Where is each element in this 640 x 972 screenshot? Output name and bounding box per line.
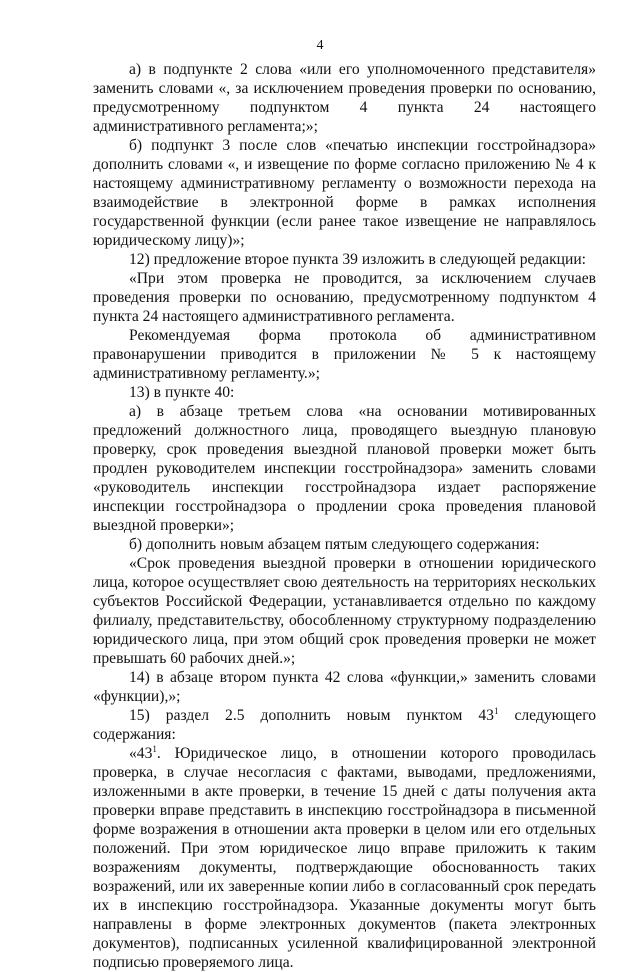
item-15-text-end: следующего содержания: [93,707,596,743]
paragraph-subitem-b-3: б) подпункт 3 после слов «печатью инспекции госстройнадзора» дополнить словами «, и извещение по форме согласно приложению № 4 к настоящему административному регламенту о возможности перехода на взаимодействие в электронной форме в рамках исполнения государственной функции (если ранее такое извещение не направлялось юридическому лицу)»; [93,137,596,249]
paragraph-protocol-form: Рекомендуемая форма протокола об административном правонарушении приводится в приложении № 5 к настоящему административному регламенту.»; [93,327,596,382]
paragraph-item-14: 14) в абзаце втором пункта 42 слова «функции,» заменить словами «функции),»; [93,669,596,705]
paragraph-item-12: 12) предложение второе пункта 39 изложить в следующей редакции: [129,251,587,268]
paragraph-point-43-1 [93,744,596,972]
item-15-superscript: 1 [493,705,499,716]
point-43-number: «43 [129,745,153,762]
page-number: 4 [316,38,324,53]
paragraph-subitem-a-40: а) в абзаце третьем слова «на основании мотивированных предложений должностного лица, проводящего выездную плановую проверку, срок проведения выездной плановой проверки может быть продлен руководителем инспекции госстройнадзора» заменить словами «руководитель инспекции госстройнадзора издает распоряжение инспекции госстройнадзора о продлении срока проведения плановой выездной проверки»; [93,403,596,534]
point-43-superscript: 1 [152,743,157,754]
item-15-text-start: 15) раздел 2.5 дополнить новым пунктом 43 [129,707,494,724]
document-body [93,60,596,972]
paragraph-item-15 [93,706,596,744]
paragraph-quote-term: «Срок проведения выездной проверки в отношении юридического лица, которое осуществляет свою деятельность на территориях нескольких субъектов Российской Федерации, устанавливается отдельно по каждому филиалу, представительству, обособленному структурному подразделению юридического лица, при этом общий срок проведения проверки не может превышать 60 рабочих дней.»; [93,555,596,667]
paragraph-quote-39: «При этом проверка не проводится, за исключением случаев проведения проверки по основанию, предусмотренному подпунктом 4 пункта 24 настоящего административного регламента. [93,270,596,325]
paragraph-subitem-a-2: а) в подпункте 2 слова «или его уполномоченного представителя» заменить словами «, за исключением проведения проверки по основанию, предусмотренному подпунктом 4 пункта 24 настоящего административного регламента;»; [93,61,596,135]
paragraph-item-13: 13) в пункте 40: [129,384,235,401]
paragraph-subitem-b-40: б) дополнить новым абзацем пятым следующего содержания: [129,536,540,553]
point-43-text: . Юридическое лицо, в отношении которого проводилась проверка, в случае несогласия с фактами, выводами, предложениями, изложенными в акте проверки, в течение 15 дней с даты получения акта проверки вправе представить в инспекцию госстройнадзора в письменной форме возражения в отношении акта проверки в целом или его отдельных положений. При этом юридическое лицо вправе приложить к таким возражениям документы, подтверждающие обоснованность таких возражений, или их заверенные копии либо в согласованный срок передать их в инспекцию госстройнадзора. Указанные документы могут быть направлены в форме электронных документов (пакета электронных документов), подписанных усиленной квалифицированной электронной подписью проверяемого лица. [93,745,596,971]
